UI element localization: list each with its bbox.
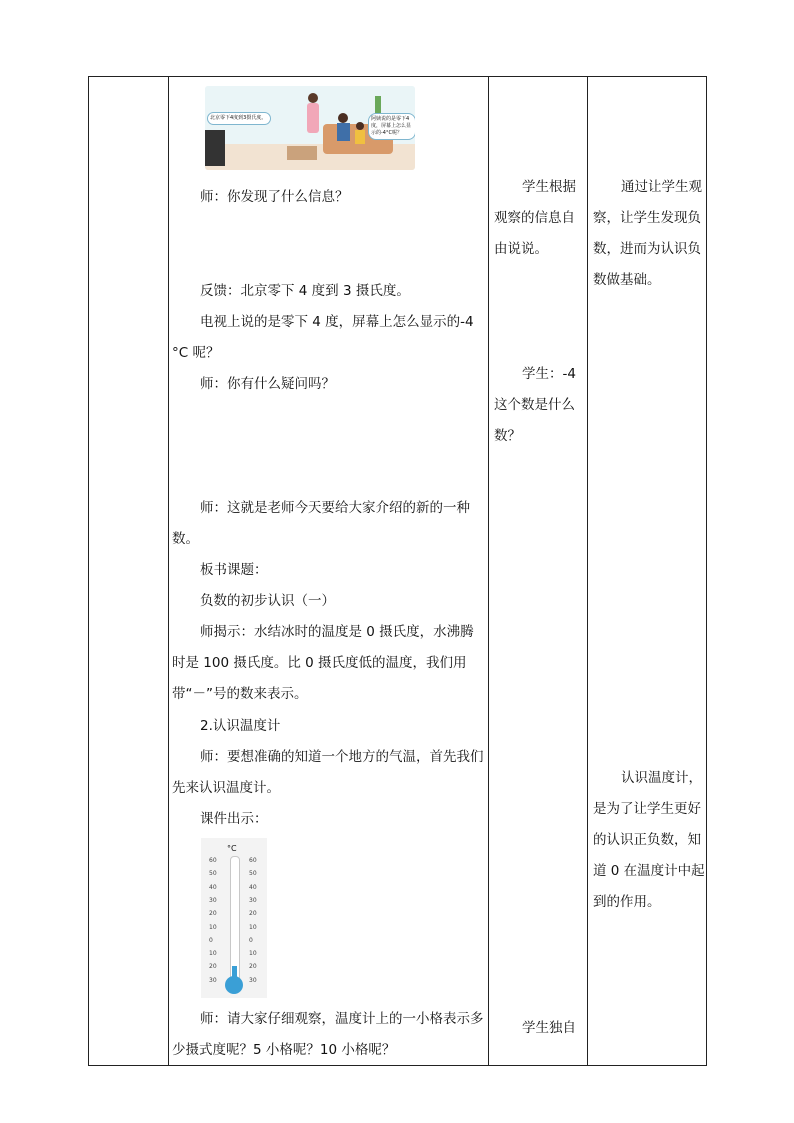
teacher-thermometer-intro: 师：要想准确的知道一个地方的气温，首先我们先来认识温度计。 xyxy=(172,749,484,796)
courseware-label: 课件出示： xyxy=(200,811,268,827)
speech-bubble-right xyxy=(368,113,415,140)
thermometer-tick-label: 10 xyxy=(249,950,257,958)
mother-icon xyxy=(308,93,318,103)
teacher-question-doubt: 师：你有什么疑问吗？ xyxy=(200,376,335,392)
thermometer-unit: °C xyxy=(227,844,237,853)
speech-bubble-left xyxy=(207,112,271,125)
student-question-negative: 学生：-4 这个数是什么数？ xyxy=(494,366,576,444)
thermometer-tick-label: 60 xyxy=(209,857,217,864)
teacher-question-scale: 师：请大家仔细观察，温度计上的一小格表示多少摄式度呢？5 小格呢？10 小格呢？ xyxy=(172,1011,484,1058)
thermometer-tick-label: 20 xyxy=(209,963,217,971)
tv-icon xyxy=(205,130,225,166)
column-divider xyxy=(168,77,169,1065)
thermometer-figure xyxy=(201,838,267,998)
column-divider xyxy=(488,77,489,1065)
thermometer-tick-label: 30 xyxy=(249,976,257,984)
thermometer-tick-label: 20 xyxy=(209,910,217,918)
section-heading-thermometer: 2.认识温度计 xyxy=(200,718,281,734)
thermometer-tick-label: 0 xyxy=(249,936,253,944)
thermometer-tick-label: 60 xyxy=(249,857,257,864)
father-icon xyxy=(338,113,348,123)
design-aim-discover-negative: 通过让学生观察，让学生发现负数，进而为认识负数做基础。 xyxy=(593,179,702,288)
classroom-illustration xyxy=(205,86,415,170)
thermometer-tick-label: 40 xyxy=(209,883,217,891)
column-divider xyxy=(587,77,588,1065)
thermometer-tick-label: 0 xyxy=(209,936,213,944)
teacher-introduce-new-number: 师：这就是老师今天要给大家介绍的新的一种数。 xyxy=(172,500,470,547)
teacher-reveal: 师揭示：水结冰时的温度是 0 摄氏度，水沸腾时是 100 摄氏度。比 0 摄氏度低的温度，我们用带“－”号的数来表示。 xyxy=(172,624,474,702)
thermometer-tick-label: 30 xyxy=(209,896,217,904)
student-activity-independent: 学生独自 xyxy=(522,1020,576,1036)
student-activity-observe: 学生根据观察的信息自由说说。 xyxy=(494,179,576,257)
thermometer-tick-label: 50 xyxy=(249,870,257,878)
thermometer-tick-label: 30 xyxy=(249,896,257,904)
blackboard-title-label: 板书课题： xyxy=(200,562,268,578)
thermometer-tick-label: 10 xyxy=(209,923,217,931)
thermometer-bulb xyxy=(225,976,243,994)
thermometer-tick-label: 40 xyxy=(249,883,257,891)
child-icon xyxy=(356,122,364,130)
table-icon xyxy=(287,146,317,160)
thermometer-tick-label: 30 xyxy=(209,976,217,984)
teacher-question-info: 师：你发现了什么信息？ xyxy=(200,189,349,205)
thermometer-tick-label: 20 xyxy=(249,963,257,971)
thermometer-tick-label: 20 xyxy=(249,910,257,918)
speech-bubble-right-text: 阿姨说的是零下4度，屏幕上怎么显示的-4°C呢？ xyxy=(371,116,412,136)
teacher-feedback: 反馈：北京零下 4 度到 3 摄氏度。 xyxy=(200,283,410,299)
speech-bubble-left-text: 北京零下4度到3摄氏度。 xyxy=(210,115,267,121)
thermometer-tick-label: 50 xyxy=(209,870,217,878)
design-aim-thermometer: 认识温度计，是为了让学生更好的认识正负数，知道 0 在温度计中起到的作用。 xyxy=(593,770,705,910)
thermometer-tick-label: 10 xyxy=(249,923,257,931)
thermometer-tick-label: 10 xyxy=(209,950,217,958)
lesson-title: 负数的初步认识（一） xyxy=(200,593,335,609)
teacher-tv-question: 电视上说的是零下 4 度，屏幕上怎么显示的-4 °C 呢？ xyxy=(172,314,474,361)
